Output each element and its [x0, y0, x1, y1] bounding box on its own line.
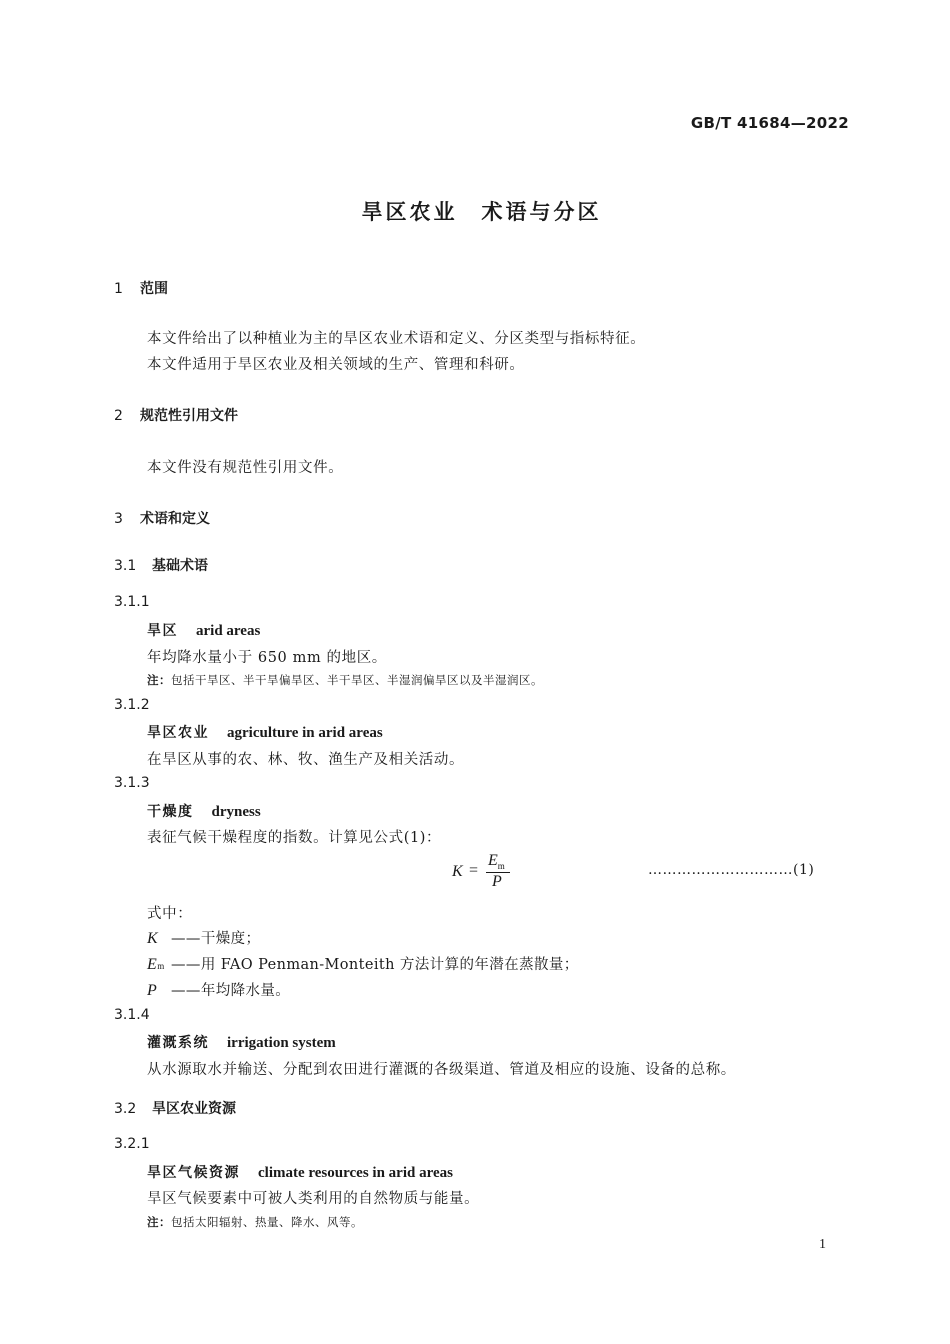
clause-number: 3.1.4: [114, 1007, 150, 1023]
var-dash: ——: [171, 957, 201, 973]
formula-equals: =: [469, 862, 479, 879]
term-en: agriculture in arid areas: [227, 725, 383, 741]
section-number: 1: [114, 281, 123, 297]
paragraph: 本文件适用于旱区农业及相关领域的生产、管理和科研。: [147, 357, 525, 373]
term-zh: 旱区气候资源: [147, 1165, 240, 1181]
clause-number: 3.1.2: [114, 697, 150, 713]
clause-number: 3.2.1: [114, 1136, 150, 1152]
definition: 从水源取水并输送、分配到农田进行灌溉的各级渠道、管道及相应的设施、设备的总称。: [147, 1062, 736, 1078]
term-zh: 旱区: [147, 623, 178, 639]
section-2-heading: [114, 405, 238, 425]
definition: 年均降水量小于 650 mm 的地区。: [147, 650, 387, 666]
term-en: arid areas: [196, 623, 261, 639]
var-dash: ——: [171, 983, 201, 999]
term-heading: [147, 722, 383, 742]
term-zh: 旱区农业: [147, 725, 209, 741]
note-label: 注：: [147, 673, 171, 687]
document-title: 旱区农业 术语与分区: [361, 200, 602, 224]
note: [147, 672, 543, 688]
var-desc: 年均降水量。: [200, 983, 291, 999]
variable-p: [147, 979, 290, 1000]
note-text: 包括太阳辐射、热量、降水、风等。: [171, 1215, 363, 1229]
clause-number: 3.1.1: [114, 594, 150, 610]
note: [147, 1214, 363, 1230]
var-symbol: K: [147, 930, 159, 947]
subsection-number: 3.2: [114, 1101, 137, 1117]
section-number: 2: [114, 408, 123, 424]
term-en: climate resources in arid areas: [258, 1165, 453, 1181]
paragraph: 本文件没有规范性引用文件。: [147, 460, 344, 476]
term-heading: [147, 801, 261, 821]
where-label: 式中：: [147, 906, 193, 922]
formula-numerator: [488, 852, 505, 870]
term-en: dryness: [211, 804, 261, 820]
definition: 旱区气候要素中可被人类利用的自然物质与能量。: [147, 1191, 480, 1207]
term-heading: [147, 1032, 336, 1052]
section-title: 范围: [140, 281, 168, 297]
paragraph: 本文件给出了以种植业为主的旱区农业术语和定义、分区类型与指标特征。: [147, 331, 646, 347]
note-text: 包括干旱区、半干旱偏旱区、半干旱区、半湿润偏旱区以及半湿润区。: [171, 673, 543, 687]
variable-em: [147, 953, 579, 974]
formula-lhs: K: [452, 863, 463, 880]
term-en: irrigation system: [227, 1035, 336, 1051]
section-number: 3: [114, 511, 123, 527]
variable-k: [147, 927, 260, 948]
subsection-3-2-heading: [114, 1098, 236, 1118]
section-title: 规范性引用文件: [140, 408, 238, 424]
page-number: 1: [819, 1237, 826, 1252]
term-zh: 干燥度: [147, 804, 194, 820]
term-heading: [147, 620, 260, 640]
section-3-heading: [114, 508, 210, 528]
equation-number: …………………………(1): [648, 862, 815, 878]
clause-number: 3.1.3: [114, 775, 150, 791]
term-zh: 灌溉系统: [147, 1035, 209, 1051]
var-desc: 用 FAO Penman-Monteith 方法计算的年潜在蒸散量；: [200, 957, 579, 973]
definition: 在旱区从事的农、林、牧、渔生产及相关活动。: [147, 752, 465, 768]
var-symbol: P: [147, 982, 158, 999]
section-title: 术语和定义: [140, 511, 210, 527]
section-1-heading: [114, 278, 168, 298]
numerator-subscript: m: [497, 861, 505, 871]
numerator-symbol: E: [488, 852, 498, 869]
term-heading: [147, 1162, 453, 1182]
subsection-title: 基础术语: [152, 558, 208, 574]
note-label: 注：: [147, 1215, 171, 1229]
standard-code: GB/T 41684—2022: [690, 114, 849, 132]
var-dash: ——: [171, 931, 201, 947]
definition: 表征气候干燥程度的指数。计算见公式(1)：: [147, 830, 442, 846]
var-desc: 干燥度；: [200, 931, 261, 947]
formula-denominator: P: [492, 873, 502, 890]
subsection-3-1-heading: [114, 555, 208, 575]
subsection-title: 旱区农业资源: [152, 1101, 236, 1117]
subsection-number: 3.1: [114, 558, 137, 574]
var-symbol: Em: [147, 956, 165, 973]
